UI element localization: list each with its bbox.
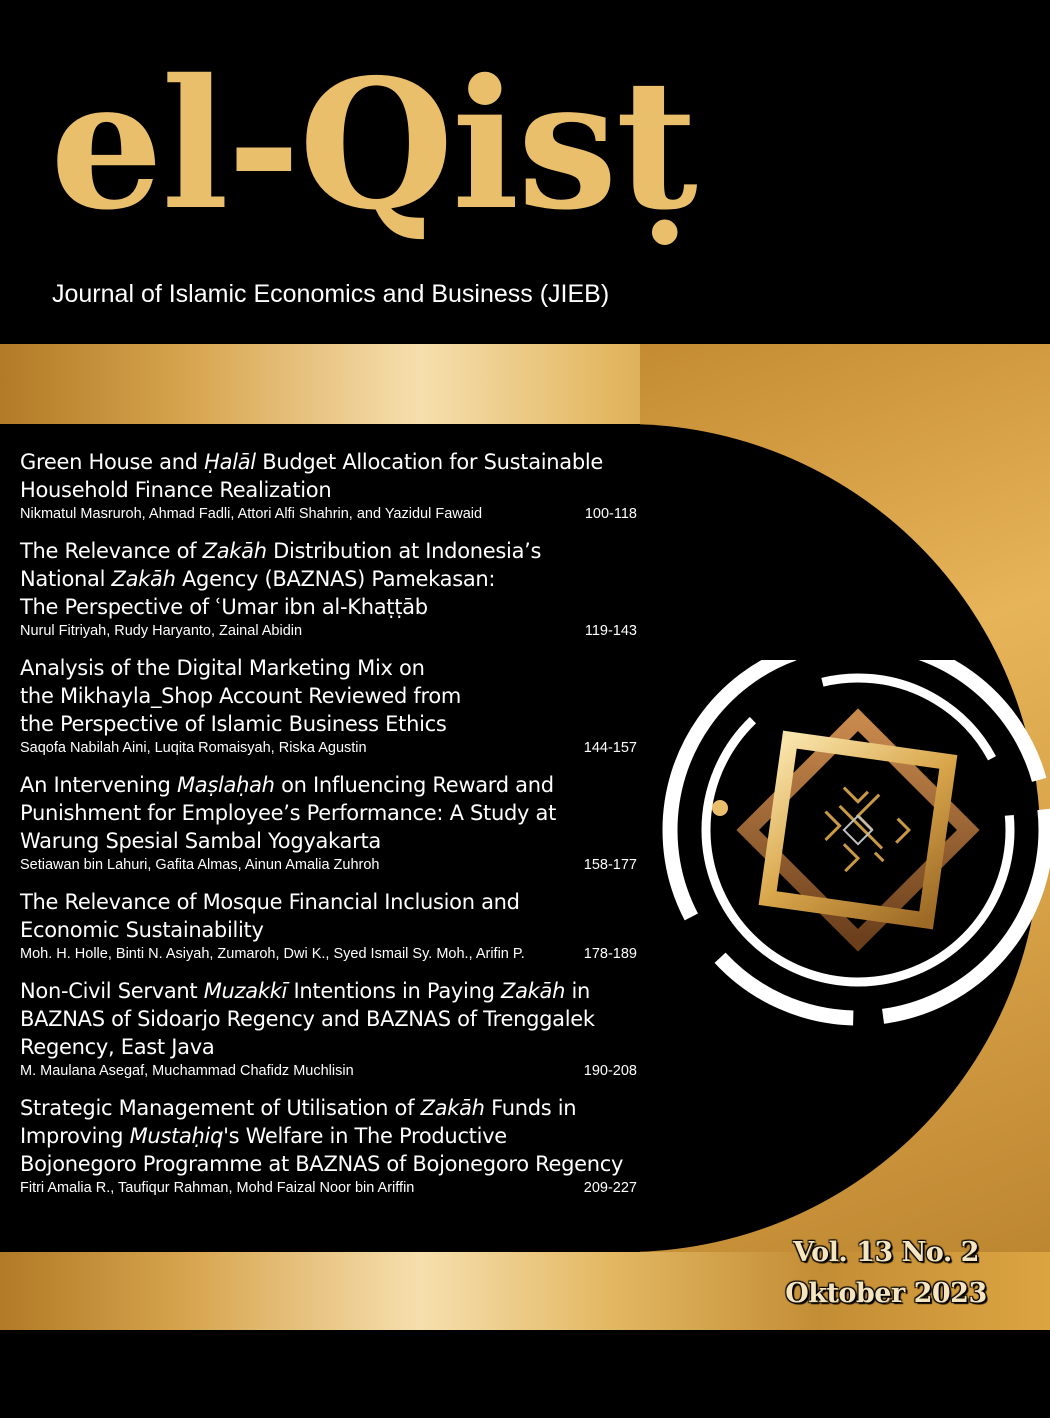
- italic-term: Zakāh: [420, 1096, 485, 1120]
- title-text: on Influencing Reward and: [274, 773, 554, 797]
- title-text: Strategic Management of Utilisation of: [20, 1096, 421, 1120]
- article-authors: Setiawan bin Lahuri, Gafita Almas, Ainun Amalia Zuhroh: [20, 857, 380, 873]
- journal-subtitle: Journal of Islamic Economics and Business (JIEB): [52, 280, 610, 308]
- title-text: Funds in: [484, 1096, 577, 1120]
- title-text: Agency (BAZNAS) Pamekasan:: [175, 567, 496, 591]
- article-meta: [20, 855, 637, 875]
- italic-term: Mustaḥiq: [129, 1124, 224, 1148]
- article-title: [20, 654, 640, 738]
- title-text: Intentions in Paying: [287, 979, 501, 1003]
- article-pages: 190-208: [583, 1063, 637, 1079]
- article-entry: [20, 771, 640, 875]
- issue-date: Oktober 2023: [785, 1278, 987, 1309]
- title-text: Regency, East Java: [20, 1035, 215, 1059]
- article-meta: [20, 738, 637, 758]
- article-pages: 119-143: [584, 623, 637, 639]
- issue-info: [772, 1234, 1000, 1316]
- title-text: Budget Allocation for Sustainable: [255, 450, 604, 474]
- article-entry: [20, 537, 640, 641]
- article-entry: [20, 654, 640, 758]
- article-pages: 209-227: [583, 1180, 637, 1196]
- article-title: [20, 888, 640, 944]
- article-title: [20, 771, 640, 855]
- article-pages: 100-118: [584, 506, 637, 522]
- title-text: Non-Civil Servant: [20, 979, 204, 1003]
- article-authors: Fitri Amalia R., Taufiqur Rahman, Mohd Faizal Noor bin Ariffin: [20, 1180, 415, 1196]
- italic-term: Maṣlaḥah: [176, 773, 275, 797]
- article-authors: Nikmatul Masruroh, Ahmad Fadli, Attori Alfi Shahrin, and Yazidul Fawaid: [20, 506, 483, 522]
- title-text: Warung Spesial Sambal Yogyakarta: [20, 829, 381, 853]
- title-text: Green House and: [20, 450, 205, 474]
- article-meta: [20, 944, 637, 964]
- title-text: 's Welfare in The Productive: [223, 1124, 507, 1148]
- title-text: Punishment for Employee’s Performance: A Study at: [20, 801, 557, 825]
- title-text: the Mikhayla_Shop Account Reviewed from: [20, 684, 462, 708]
- italic-term: Zakāh: [111, 567, 176, 591]
- title-text: The Perspective of ʿUmar ibn al-Khaṭṭāb: [20, 595, 428, 619]
- gold-dot: [712, 800, 728, 816]
- article-entry: [20, 888, 640, 964]
- journal-title: el-Qisṭ: [50, 40, 696, 249]
- table-of-contents: [20, 448, 640, 1211]
- italic-term: Muzakkī: [203, 979, 288, 1003]
- title-text: Bojonegoro Programme at BAZNAS of Bojonegoro Regency: [20, 1152, 624, 1176]
- article-meta: [20, 621, 637, 641]
- article-meta: [20, 504, 637, 524]
- title-text: BAZNAS of Sidoarjo Regency and BAZNAS of Trenggalek: [20, 1007, 595, 1031]
- islamic-star-emblem-icon: [648, 660, 1050, 1060]
- article-pages: 158-177: [583, 857, 637, 873]
- article-entry: [20, 448, 640, 524]
- title-text: Economic Sustainability: [20, 918, 264, 942]
- title-text: An Intervening: [20, 773, 177, 797]
- article-meta: [20, 1178, 637, 1198]
- article-title: [20, 1094, 640, 1178]
- article-title: [20, 537, 640, 621]
- article-pages: 144-157: [583, 740, 637, 756]
- title-text: The Relevance of Mosque Financial Inclusion and: [20, 890, 520, 914]
- title-text: Household Finance Realization: [20, 478, 332, 502]
- italic-term: Zakāh: [500, 979, 566, 1003]
- article-pages: 178-189: [583, 946, 637, 962]
- article-title: [20, 977, 640, 1061]
- article-entry: [20, 1094, 640, 1198]
- article-authors: Nurul Fitriyah, Rudy Haryanto, Zainal Abidin: [20, 623, 303, 639]
- title-text: The Relevance of: [20, 539, 203, 563]
- article-authors: M. Maulana Asegaf, Muchammad Chafidz Muchlisin: [20, 1063, 354, 1079]
- title-text: the Perspective of Islamic Business Ethics: [20, 712, 447, 736]
- title-text: in: [565, 979, 591, 1003]
- article-entry: [20, 977, 640, 1081]
- issue-volume: Vol. 13 No. 2: [793, 1237, 979, 1268]
- italic-term: Zakāh: [202, 539, 267, 563]
- title-text: Distribution at Indonesia’s: [266, 539, 542, 563]
- article-meta: [20, 1061, 637, 1081]
- title-text: National: [20, 567, 112, 591]
- italic-term: Ḥalāl: [204, 450, 256, 474]
- title-text: Improving: [20, 1124, 130, 1148]
- article-title: [20, 448, 640, 504]
- article-authors: Saqofa Nabilah Aini, Luqita Romaisyah, Riska Agustin: [20, 740, 367, 756]
- title-text: Analysis of the Digital Marketing Mix on: [20, 656, 425, 680]
- article-authors: Moh. H. Holle, Binti N. Asiyah, Zumaroh, Dwi K., Syed Ismail Sy. Moh., Arifin P.: [20, 946, 525, 962]
